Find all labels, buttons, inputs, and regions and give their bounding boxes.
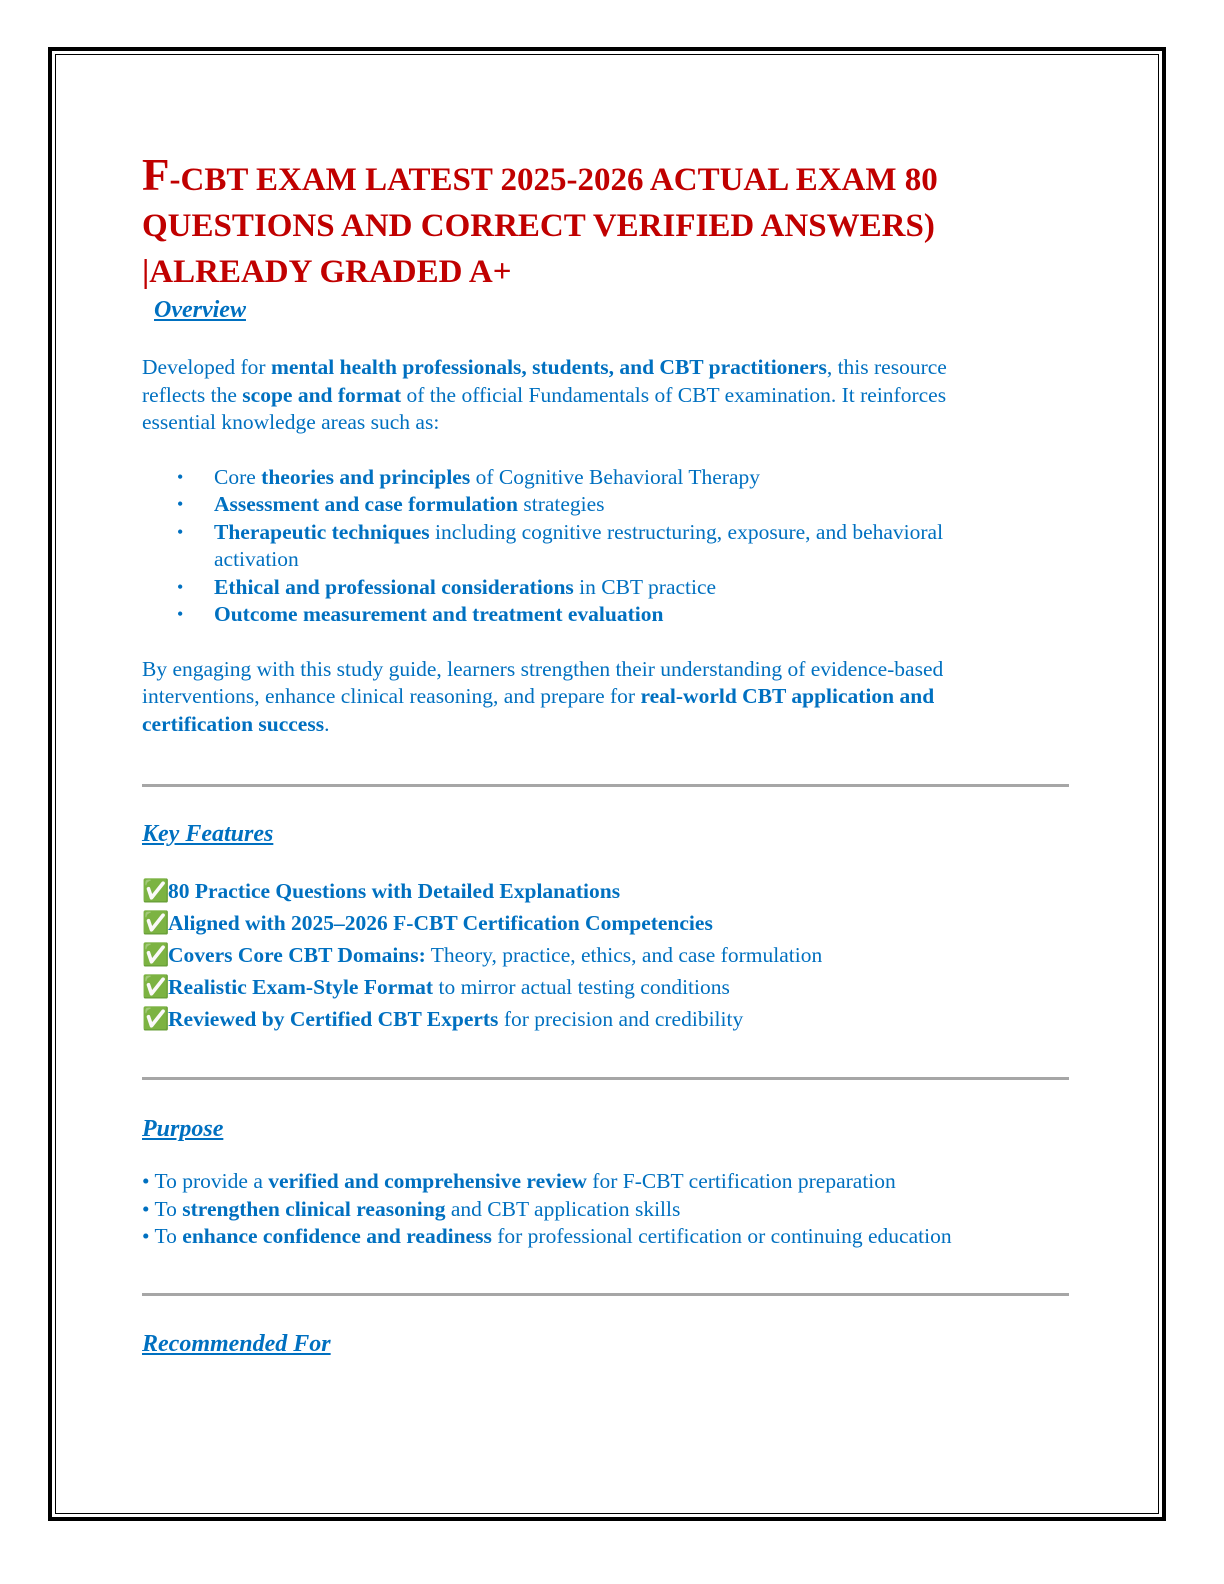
bullet-text: Core [214,464,262,489]
feature-bold: Reviewed by Certified CBT Experts [168,1007,499,1031]
bullet-text: in CBT practice [573,574,717,599]
recommended-heading: Recommended For [142,1330,331,1357]
intro-bold-1: mental health professionals, students, and CBT practitioners [270,355,827,379]
document-content [142,152,1072,1358]
list-item [142,519,1072,574]
list-item [142,939,1072,971]
purpose-text: • To [142,1224,183,1248]
divider [142,784,1069,787]
purpose-list [142,1168,1072,1251]
closing-text-1: By engaging with this study guide, learners strengthen their understanding of evidence-based [142,656,944,681]
closing-bold-2: certification success [142,711,325,736]
list-item [142,1168,1072,1196]
check-mark-icon: ✅ [142,974,170,999]
check-mark-icon: ✅ [142,942,170,967]
divider [142,1293,1069,1296]
title-first-letter: F [142,150,170,200]
purpose-text: • To [142,1196,183,1221]
purpose-text: and CBT application skills [445,1196,681,1221]
overview-heading: Overview [154,297,246,323]
feature-bold: Covers Core CBT Domains: [168,943,426,967]
intro-text-5: essential knowledge areas such as: [142,410,440,434]
bullet-text: of Cognitive Behavioral Therapy [470,464,760,489]
bullet-dot: • [177,466,184,487]
list-item [142,574,1072,602]
list-item [142,907,1072,939]
list-item [142,1003,1072,1035]
title-line-2: QUESTIONS AND CORRECT VERIFIED ANSWERS) [142,208,935,244]
intro-text-2: , this resource [826,355,947,379]
list-item [142,1223,1072,1251]
feature-bold: Aligned with 2025–2026 F-CBT Certification Competencies [168,911,713,935]
title-line-1-rest: -CBT EXAM LATEST 2025-2026 ACTUAL EXAM 80 [169,162,938,198]
feature-text: Theory, practice, ethics, and case formulation [425,943,823,967]
closing-text-3: . [324,711,330,736]
list-item [142,971,1072,1003]
bullet-text: activation [214,547,299,571]
purpose-bold: verified and comprehensive review [268,1169,587,1193]
bullet-dot: • [177,604,184,624]
purpose-bold: strengthen clinical reasoning [182,1196,446,1221]
bullet-text: including cognitive restructuring, exposure, and behavioral [429,519,944,544]
list-item [142,491,1072,519]
list-item [142,1196,1072,1224]
feature-bold: Realistic Exam-Style Format [168,975,434,999]
check-mark-icon: ✅ [142,878,170,903]
title-line-3: |ALREADY GRADED A+ [142,254,512,290]
bullet-bold: theories and principles [261,464,471,489]
check-mark-icon: ✅ [142,1006,170,1031]
bullet-bold: Outcome measurement and treatment evaluation [214,602,664,626]
purpose-heading: Purpose [142,1116,224,1142]
key-features-heading: Key Features [142,821,274,847]
intro-text-4: of the official Fundamentals of CBT examination. It reinforces [401,382,947,407]
purpose-text: • To provide a [142,1169,269,1193]
overview-intro [142,354,1072,437]
title-line-1 [142,152,1072,203]
bullet-dot: • [177,494,184,514]
bullet-bold: Ethical and professional considerations [214,574,574,599]
bullet-dot: • [177,576,184,597]
closing-text-2: interventions, enhance clinical reasoning, and prepare for [142,684,641,708]
feature-text: for precision and credibility [498,1007,744,1031]
intro-text-1: Developed for [142,355,271,379]
closing-bold-1: real-world CBT application and [640,684,935,708]
bullet-bold: Assessment and case formulation [214,492,518,516]
purpose-text: for F-CBT certification preparation [586,1169,896,1193]
divider [142,1077,1069,1080]
key-features-list [142,875,1072,1035]
feature-bold: 80 Practice Questions with Detailed Explanations [168,879,621,903]
list-item [142,875,1072,907]
bullet-bold: Therapeutic techniques [214,519,430,544]
bullet-text: strategies [517,492,605,516]
purpose-bold: enhance confidence and readiness [182,1224,492,1248]
check-mark-icon: ✅ [142,910,170,935]
list-item [142,464,1072,492]
list-item [142,601,1072,629]
purpose-text: for professional certification or continuing education [491,1224,952,1248]
feature-text: to mirror actual testing conditions [433,975,730,999]
overview-closing [142,656,1072,739]
intro-text-3: reflects the [142,382,243,407]
document-title [142,152,1072,295]
bullet-dot: • [177,521,184,542]
intro-bold-2: scope and format [242,382,402,407]
overview-bullet-list [142,464,1072,629]
